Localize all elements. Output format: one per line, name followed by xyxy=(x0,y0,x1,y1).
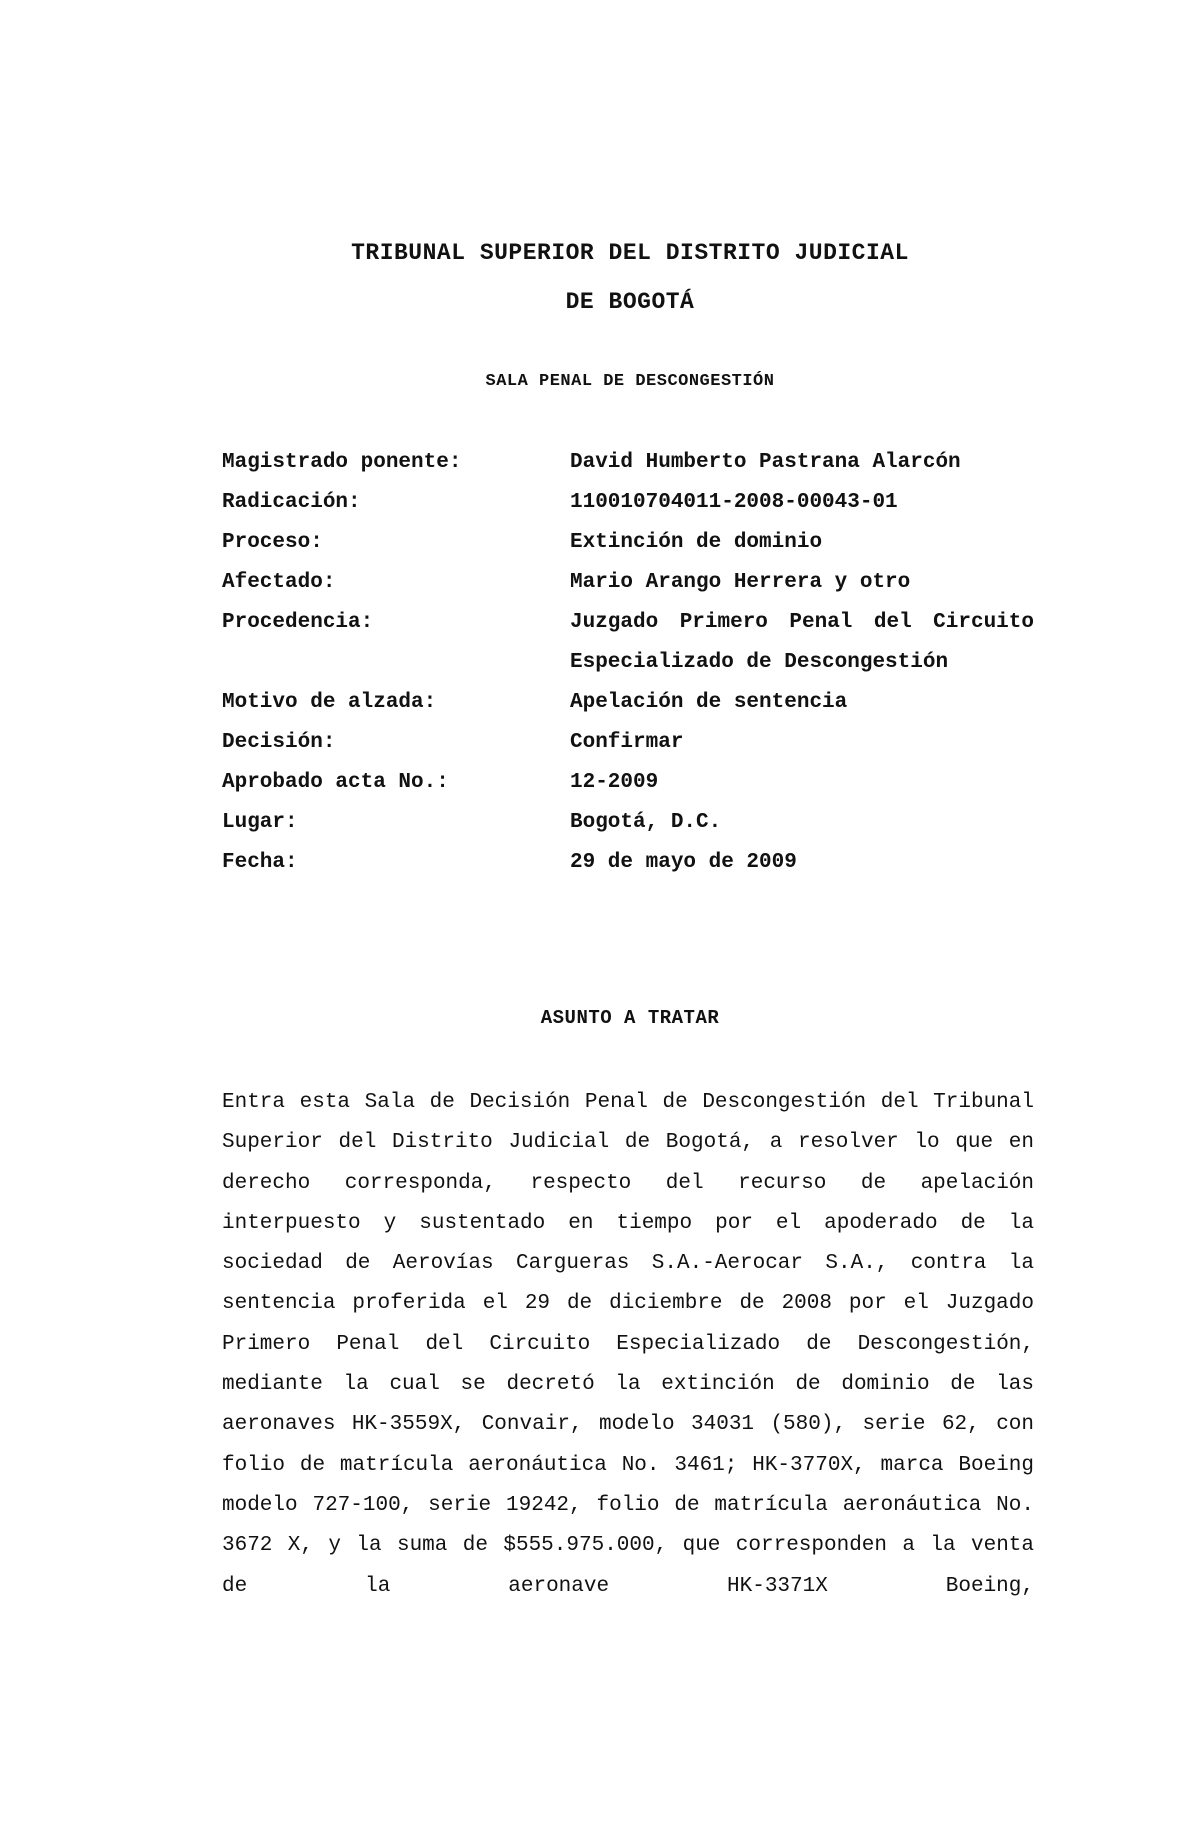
meta-label: Fecha: xyxy=(222,851,298,874)
meta-value: 12-2009 xyxy=(570,771,659,794)
court-title-line2: DE BOGOTÁ xyxy=(565,289,695,315)
meta-label: Motivo de alzada: xyxy=(222,691,437,714)
meta-value: Apelación de sentencia xyxy=(570,691,848,714)
meta-value: 29 de mayo de 2009 xyxy=(570,851,797,874)
meta-label: Proceso: xyxy=(222,531,323,554)
meta-value: Extinción de dominio xyxy=(570,531,823,554)
meta-value: 110010704011-2008-00043-01 xyxy=(570,491,898,514)
meta-row-fecha xyxy=(222,843,1034,883)
meta-value: Bogotá, D.C. xyxy=(570,811,722,834)
meta-label: Afectado: xyxy=(222,571,336,594)
case-metadata xyxy=(222,443,1034,883)
chamber-title: SALA PENAL DE DESCONGESTIÓN xyxy=(485,372,775,391)
meta-label: Decisión: xyxy=(222,731,336,754)
meta-value: David Humberto Pastrana Alarcón xyxy=(570,451,961,474)
meta-label: Lugar: xyxy=(222,811,298,834)
meta-row-motivo xyxy=(222,683,1034,723)
meta-row-magistrado xyxy=(222,443,1034,483)
meta-row-afectado xyxy=(222,563,1034,603)
meta-value: Confirmar xyxy=(570,731,684,754)
meta-value: Mario Arango Herrera y otro xyxy=(570,571,911,594)
section-heading: ASUNTO A TRATAR xyxy=(540,1007,720,1029)
meta-label: Radicación: xyxy=(222,491,361,514)
meta-row-decision xyxy=(222,723,1034,763)
meta-row-procedencia xyxy=(222,603,1034,683)
meta-row-proceso xyxy=(222,523,1034,563)
meta-label: Magistrado ponente: xyxy=(222,451,462,474)
court-title-line1: TRIBUNAL SUPERIOR DEL DISTRITO JUDICIAL xyxy=(351,240,909,266)
meta-row-acta xyxy=(222,763,1034,803)
meta-value: Juzgado Primero Penal del Circuito Especializado de Descongestión xyxy=(570,611,1034,674)
meta-row-lugar xyxy=(222,803,1034,843)
meta-label: Aprobado acta No.: xyxy=(222,771,449,794)
body-paragraph: Entra esta Sala de Decisión Penal de Descongestión del Tribunal Superior del Distrito Judicial de Bogotá, a resolver lo que en derecho corresponda, respecto del recurso de apelación interpuesto y sustentado en tiempo por el apoderado de la sociedad de Aerovías Cargueras S.A.-Aerocar S.A., contra la sentencia proferida el 29 de diciembre de 2008 por el Juzgado Primero Penal del Circuito Especializado de Descongestión, mediante la cual se decretó la extinción de dominio de las aeronaves HK-3559X, Convair, modelo 34031 (580), serie 62, con folio de matrícula aeronáutica No. 3461; HK-3770X, marca Boeing modelo 727-100, serie 19242, folio de matrícula aeronáutica No. 3672 X, y la suma de $555.975.000, que corresponden a la venta de la aeronave HK-3371X Boeing, xyxy=(222,1091,1034,1598)
meta-label: Procedencia: xyxy=(222,611,374,634)
meta-row-radicacion xyxy=(222,483,1034,523)
